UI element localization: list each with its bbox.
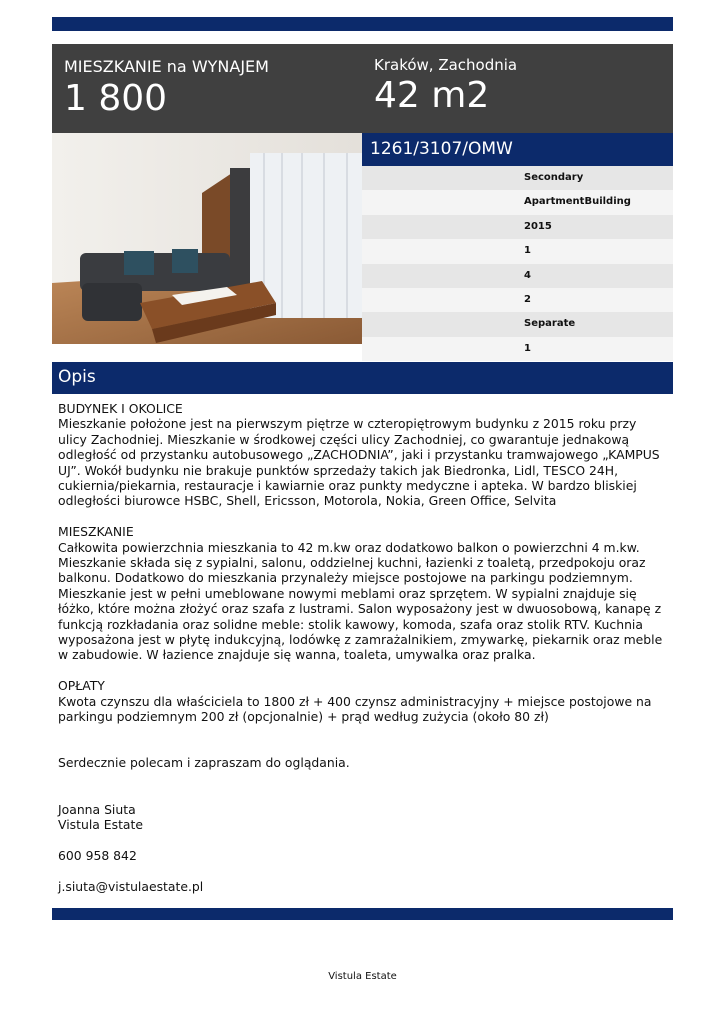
detail-row: Secondary: [362, 166, 673, 190]
living-room-photo: [52, 133, 362, 344]
description: [58, 401, 668, 894]
area: 42 m2: [374, 75, 490, 116]
detail-row: ApartmentBuilding: [362, 190, 673, 214]
description-section-header: [52, 362, 673, 394]
reference-number: 1261/3107/OMW: [370, 139, 513, 159]
detail-row: 1: [362, 239, 673, 263]
closing-text: Serdecznie polecam i zapraszam do oglądania.: [58, 755, 350, 771]
building-text: Mieszkanie położone jest na pierwszym piętrze w czteropiętrowym budynku z 2015 roku przy ulicy Zachodniej. Mieszkanie w środkowej części ulicy Zachodniej, co gwarantuje jednakową odległość od przystanku autobusowego „ZACHODNIA”, jaki i przystanku tramwajowego „KAMPUS UJ”. Wokół budynku nie brakuje punktów sprzedaży takich jak Biedronka, Lidl, TESCO 24H, cukiernia/piekarnia, restauracje i kawiarnie oraz punkty medyczne i apteka. W bardzo bliskiej odległości biurowce HSBC, Shell, Ericsson, Motorola, Nokia, Green Office, Selvita: [58, 416, 660, 509]
detail-row: 1: [362, 337, 673, 361]
fees-text: Kwota czynszu dla właściciela to 1800 zł + 400 czynsz administracyjny + miejsce postojowe na parkingu podziemnym 200 zł (opcjonalnie) + prąd według zużycia (około 80 zł): [58, 693, 652, 725]
location: Kraków, Zachodnia: [374, 56, 518, 74]
detail-row: 2: [362, 288, 673, 312]
listing-header: [52, 44, 673, 133]
fees-heading: OPŁATY: [58, 678, 105, 694]
building-heading: BUDYNEK I OKOLICE: [58, 401, 183, 416]
detail-row: 2015: [362, 215, 673, 239]
agency-name: Vistula Estate: [58, 816, 144, 832]
agent-phone: 600 958 842: [58, 847, 137, 863]
bottom-accent-bar: [52, 908, 673, 920]
agent-email: j.siuta@vistulaestate.pl: [58, 878, 204, 894]
section-title: Opis: [58, 367, 96, 387]
top-accent-bar: [52, 17, 673, 31]
detail-row: Separate: [362, 312, 673, 336]
reference-header: [362, 133, 673, 166]
apartment-heading: MIESZKANIE: [58, 524, 134, 540]
price: 1 800: [64, 78, 168, 119]
apartment-text: Całkowita powierzchnia mieszkania to 42 m.kw oraz dodatkowo balkon o powierzchni 4 m.kw. Mieszkanie składa się z sypialni, salonu, oddzielnej kuchni, łazienki z toaletą, przedpokoju oraz balkonu. Dodatkowo do mieszkania przynależy miejsce postojowe na parkingu podziemnym. Mieszkanie jest w pełni umeblowane nowymi meblami oraz sprzętem. W sypialni znajduje się łóżko, które można złożyć oraz szafa z lustrami. Salon wyposażony jest w dwuosobową, kanapę z funkcją rozkładania oraz solidne meble: stolik kawowy, komoda, szafa oraz stolik RTV. Kuchnia wyposażona jest w płytę indukcyjną, lodówkę z zamrażalnikiem, zmywarkę, piekarnik oraz meble w zabudowie. W łazience znajduje się wanna, toaleta, umywalka oraz pralka.: [58, 539, 663, 663]
property-details: [362, 166, 673, 361]
agent-name: Joanna Siuta: [58, 801, 136, 817]
listing-type: MIESZKANIE na WYNAJEM: [64, 57, 269, 76]
detail-row: 4: [362, 264, 673, 288]
footer-text: Vistula Estate: [328, 971, 397, 982]
apartment-photo: [52, 133, 362, 344]
